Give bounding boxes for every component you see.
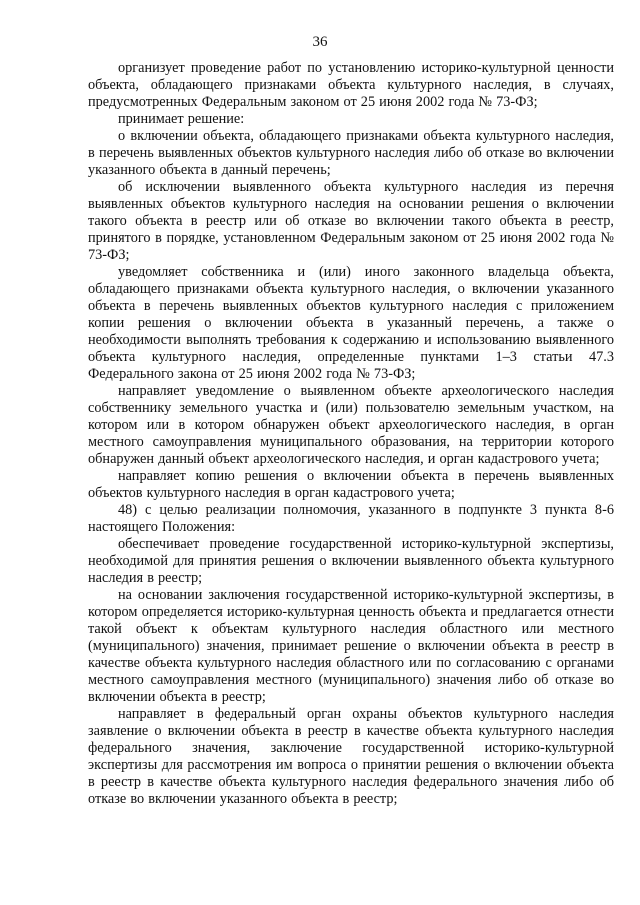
- paragraph-federal-application: направляет в федеральный орган охраны объектов культурного наследия заявление о включении объекта в реестр в качестве объекта культурного наследия федерального значения, заключение государственной историко-культурной экспертизы для рассмотрения им вопроса о принятии решения о включении объекта в реестр в качестве объекта культурного наследия федерального значения либо об отказе во включении указанного объекта в реестр;: [88, 706, 614, 807]
- paragraph-organizes-works: организует проведение работ по установлению историко-культурной ценности объекта, обладающего признаками объекта культурного наследия, в случаях, предусмотренных Федеральным законом от 25 июня 2002 года № 73-ФЗ;: [88, 60, 614, 110]
- paragraph-ensures-expertise: обеспечивает проведение государственной историко-культурной экспертизы, необходимой для принятия решения о включении выявленного объекта культурного наследия в реестр;: [88, 536, 614, 586]
- paragraph-inclusion-in-list: о включении объекта, обладающего признаками объекта культурного наследия, в перечень выявленных объектов культурного наследия либо об отказе во включении указанного объекта в данный перечень;: [88, 128, 614, 178]
- paragraph-makes-decision: принимает решение:: [118, 111, 245, 127]
- document-body: [88, 60, 614, 808]
- paragraph-expertise-decision: на основании заключения государственной историко-культурной экспертизы, в котором определяется историко-культурная ценность объекта и предлагается отнести такой объект к объектам культурного наследия областного или местного (муниципального) значения, принимает решение о включении объекта в реестр в качестве объекта культурного наследия областного или по согласованию с органами местного самоуправления местного (муниципального) значения либо об отказе во включении объекта в реестр;: [88, 587, 614, 705]
- paragraph-copy-to-cadastre: направляет копию решения о включении объекта в перечень выявленных объектов культурного наследия в орган кадастрового учета;: [88, 468, 614, 501]
- paragraph-exclusion-from-list: об исключении выявленного объекта культурного наследия из перечня выявленных объектов культурного наследия на основании решения о включении такого объекта в реестр или об отказе во включении такого объекта в реестр, принятого в порядке, установленном Федеральным законом от 25 июня 2002 года № 73-ФЗ;: [88, 179, 614, 263]
- page-number: 36: [312, 34, 328, 50]
- paragraph-notifies-owner: уведомляет собственника и (или) иного законного владельца объекта, обладающего признаками объекта культурного наследия, о включении указанного объекта в перечень выявленных объектов культурного наследия с приложением копии решения о включении объекта в указанный перечень, а также о необходимости выполнять требования к содержанию и использованию выявленного объекта культурного наследия, определенные пунктами 1–3 статьи 47.3 Федерального закона от 25 июня 2002 года № 73-ФЗ;: [88, 264, 614, 382]
- paragraph-item-48: 48) с целью реализации полномочия, указанного в подпункте 3 пункта 8-6 настоящего Положения:: [88, 502, 614, 535]
- paragraph-archaeological-notice: направляет уведомление о выявленном объекте археологического наследия собственнику земельного участка и (или) пользователю земельным участком, на котором или в котором обнаружен объект археологического наследия, в орган местного самоуправления муниципального образования, на территории которого обнаружен данный объект археологического наследия, и орган кадастрового учета;: [88, 383, 614, 467]
